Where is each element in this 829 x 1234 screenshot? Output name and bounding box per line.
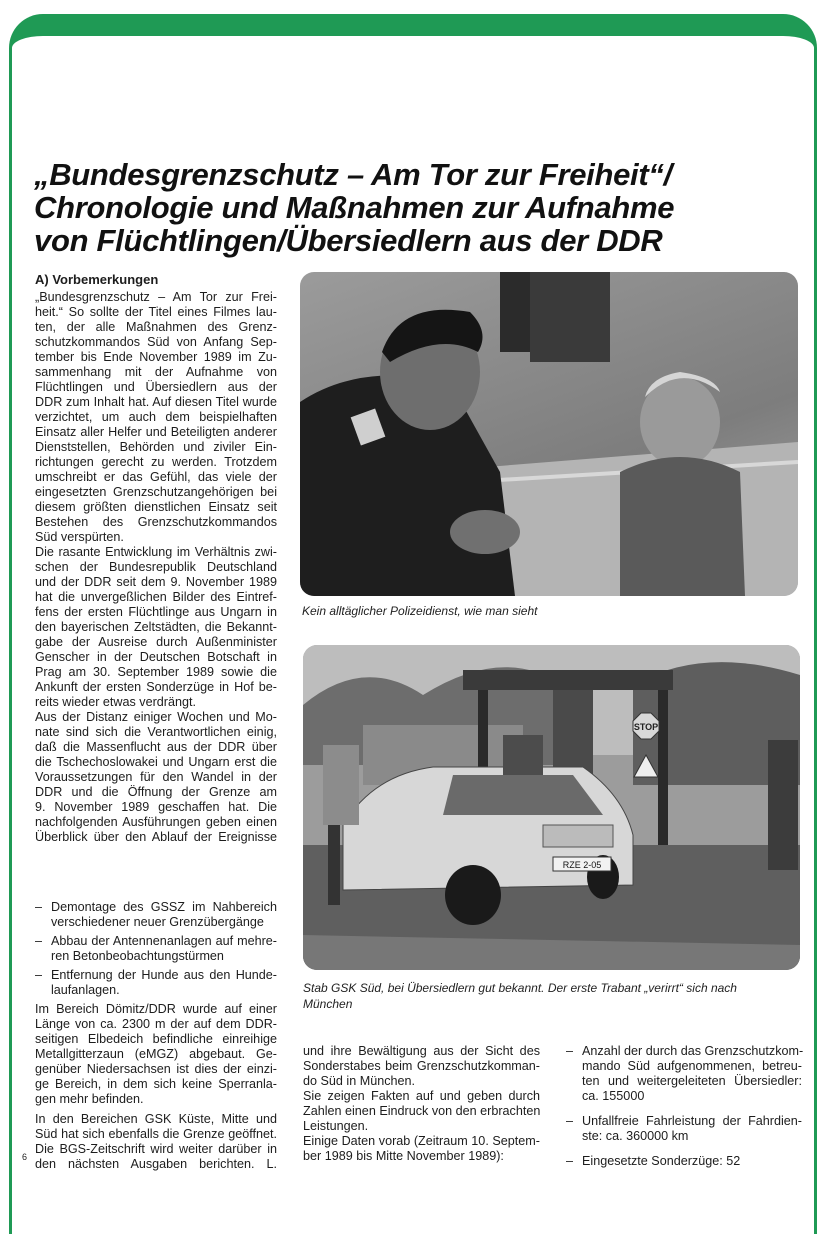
text-line: In den Bereichen GSK Küste, Mitte und — [35, 1112, 277, 1126]
dash-bullet-icon: – — [566, 1154, 574, 1168]
text-line: do Süd in München. — [303, 1074, 416, 1088]
text-line: Voraussetzungen für den Wandel in der — [35, 770, 277, 784]
text-line: mando Süd aufgenommenen, betreu- — [582, 1059, 802, 1073]
text-line: seitigen Elbedeich befindliche einreihige — [35, 1032, 277, 1046]
paragraph — [303, 1089, 540, 1134]
text-line: daß die Massenflucht aus der DDR über — [35, 740, 277, 754]
text-line: den bayerischen Zeltstädten, die Bekannt- — [35, 620, 277, 634]
text-line: diesem größten dienstlichen Einsatz seit — [35, 500, 277, 514]
text-line: umschreibt er das Gefühl, das viele der — [35, 470, 277, 484]
paragraph — [35, 710, 277, 845]
dash-bullet-icon: – — [35, 900, 43, 914]
text-line: gen mehr befinden. — [35, 1092, 144, 1106]
text-line: Zahlen einen Eindruck von den erbrachten — [303, 1104, 541, 1118]
paragraph — [303, 1134, 540, 1164]
text-line: nachfolgenden Ausführungen geben einen — [35, 815, 277, 829]
text-line: schen der Bundesrepublik Deutschland — [35, 560, 277, 574]
text-line: DDR zum Inhalt hat. Auf diesen Titel wurde — [35, 395, 277, 409]
title-line: von Flüchtlingen/Übersiedlern aus der DDR — [34, 223, 663, 258]
title-line: „Bundesgrenzschutz – Am Tor zur Freiheit“/ — [34, 157, 672, 192]
text-line: fens der ersten Flüchtlinge aus Ungarn in — [35, 605, 277, 619]
text-line: Dienststellen, Behörden und ziviler Ein- — [35, 440, 277, 454]
photo2-caption — [303, 980, 803, 1012]
caption-line: München — [303, 997, 353, 1011]
license-plate-text: RZE 2-05 — [562, 860, 602, 870]
text-line: 9. November 1989 geschaffen hat. Die — [35, 800, 277, 814]
text-line: Länge von ca. 2300 m der auf dem DDR- — [35, 1017, 277, 1031]
text-line: Abbau der Antennenanlagen auf mehre- — [51, 934, 277, 948]
text-line: genüber Niedersachsen ist dies der einzi- — [35, 1062, 277, 1076]
article-title — [34, 158, 794, 257]
text-line: Genscher in der Deutschen Botschaft in — [35, 650, 277, 664]
text-line: den nächsten Ausgaben berichten. L. — [35, 1157, 277, 1171]
photo-trabant-checkpoint — [303, 645, 800, 970]
text-line: tember bis Ende November 1989 im Zu- — [35, 350, 277, 364]
paragraph — [35, 545, 277, 710]
text-line: Im Bereich Dömitz/DDR wurde auf einer — [35, 1002, 277, 1016]
text-line: Eingesetzte Sonderzüge: 52 — [582, 1154, 741, 1168]
paragraph — [35, 1002, 277, 1107]
text-line: und ihre Bewältigung aus der Sicht des — [303, 1044, 540, 1058]
photo-officer-with-child-image — [300, 272, 798, 596]
column-bottom-left — [35, 900, 277, 1177]
text-line: verschiedener neuer Grenzübergänge — [51, 915, 264, 929]
text-line: Prag am 30. September 1989 sowie die — [35, 665, 277, 679]
text-line: Demontage des GSSZ im Nahbereich — [51, 900, 277, 914]
text-line: DDR und die Öffnung der Grenze am — [35, 785, 277, 799]
photo1-caption: Kein alltäglicher Polizeidienst, wie man sieht — [302, 604, 538, 618]
text-line: ten und weitergeleiteten Übersiedler: — [582, 1074, 802, 1088]
text-line: ten, der alle Maßnahmen des Grenz- — [35, 320, 277, 334]
dash-bullet-icon: – — [35, 968, 43, 982]
section-heading: A) Vorbemerkungen — [35, 272, 159, 287]
bullet-item — [35, 900, 277, 930]
bullet-item — [566, 1114, 802, 1144]
stop-sign-text: STOP — [633, 722, 659, 732]
column-bottom-middle — [303, 1044, 540, 1164]
text-line: richtungen gerecht zu werden. Trotzdem — [35, 455, 277, 469]
photo-trabant-checkpoint-image — [303, 645, 800, 970]
paragraph — [35, 290, 277, 545]
text-line: Süd hat sich ebenfalls die Grenze geöffnet. — [35, 1127, 277, 1141]
text-line: Sonderstabes beim Grenzschutzkomman- — [303, 1059, 540, 1073]
text-line: Unfallfreie Fahrleistung der Fahrdien- — [582, 1114, 802, 1128]
text-line: Anzahl der durch das Grenzschutzkom- — [582, 1044, 804, 1058]
text-line: „Bundesgrenzschutz – Am Tor zur Frei- — [35, 290, 277, 304]
text-line: schutzkommandos Süd von Anfang Sep- — [35, 335, 277, 349]
page-number: 6 — [22, 1152, 28, 1162]
dash-bullet-icon: – — [566, 1044, 574, 1058]
text-line: Einsatz aller Helfer und Beteiligten anderer — [35, 425, 277, 439]
text-line: Leistungen. — [303, 1119, 369, 1133]
text-line: reits wieder etwas verdrängt. — [35, 695, 196, 709]
text-line: Metallgitterzaun (eMGZ) abgebaut. Ge- — [35, 1047, 277, 1061]
column-bottom-right — [566, 1044, 802, 1179]
text-line: Flüchtlingen und Übersiedlern aus der — [35, 380, 277, 394]
photo-officer-with-child — [300, 272, 798, 596]
paragraph — [303, 1044, 540, 1089]
text-line: ren Betonbeobachtungstürmen — [51, 949, 224, 963]
text-line: ste: ca. 360000 km — [582, 1129, 689, 1143]
text-line: Die rasante Entwicklung im Verhältnis zwi- — [35, 545, 277, 559]
paragraph — [35, 1112, 277, 1172]
text-line: Aus der Distanz einiger Wochen und Mo- — [35, 710, 277, 724]
bullet-item — [35, 968, 277, 998]
text-line: und der DDR seit dem 9. November 1989 — [35, 575, 277, 589]
text-line: Ankunft der ersten Sonderzüge in Hof be- — [35, 680, 277, 694]
text-line: eingesetzten Grenzschutzangehörigen bei — [35, 485, 277, 499]
text-line: Einige Daten vorab (Zeitraum 10. Septem- — [303, 1134, 540, 1148]
text-line: nate sind sich die Verantwortlichen einig, — [35, 725, 277, 739]
text-line: Süd verspürten. — [35, 530, 124, 544]
text-line: Überblick über den Ablauf der Ereignisse — [35, 830, 277, 844]
bullet-item — [566, 1154, 802, 1169]
text-line: die Tschechoslowakei und Ungarn erst die — [35, 755, 277, 769]
text-line: sammenhang mit der Aufnahme von — [35, 365, 277, 379]
text-line: Die BGS-Zeitschrift wird weiter darüber in — [35, 1142, 277, 1156]
text-line: ca. 155000 — [582, 1089, 645, 1103]
text-line: heit.“ So sollte der Titel eines Filmes lau- — [35, 305, 277, 319]
dash-bullet-icon: – — [35, 934, 43, 948]
text-line: laufanlagen. — [51, 983, 120, 997]
column-intro — [35, 271, 277, 845]
text-line: gabe der Ausreise durch Außenminister — [35, 635, 277, 649]
text-line: ge Bereich, in dem sich keine Sperranla- — [35, 1077, 277, 1091]
text-line: hat die unvergeßlichen Bilder des Eintref- — [35, 590, 277, 604]
text-line: Bestehen des Grenzschutzkommandos — [35, 515, 277, 529]
caption-line: Stab GSK Süd, bei Übersiedlern gut bekannt. Der erste Trabant „verirrt“ sich nach — [303, 981, 737, 995]
bullet-item — [566, 1044, 802, 1104]
bullet-item — [35, 934, 277, 964]
text-line: ber 1989 bis Mitte November 1989): — [303, 1149, 504, 1163]
text-line: verzichtet, um auch dem beispielhaften — [35, 410, 277, 424]
text-line: Sie zeigen Fakten auf und geben durch — [303, 1089, 540, 1103]
title-line: Chronologie und Maßnahmen zur Aufnahme — [34, 190, 675, 225]
dash-bullet-icon: – — [566, 1114, 574, 1128]
text-line: Entfernung der Hunde aus den Hunde- — [51, 968, 277, 982]
